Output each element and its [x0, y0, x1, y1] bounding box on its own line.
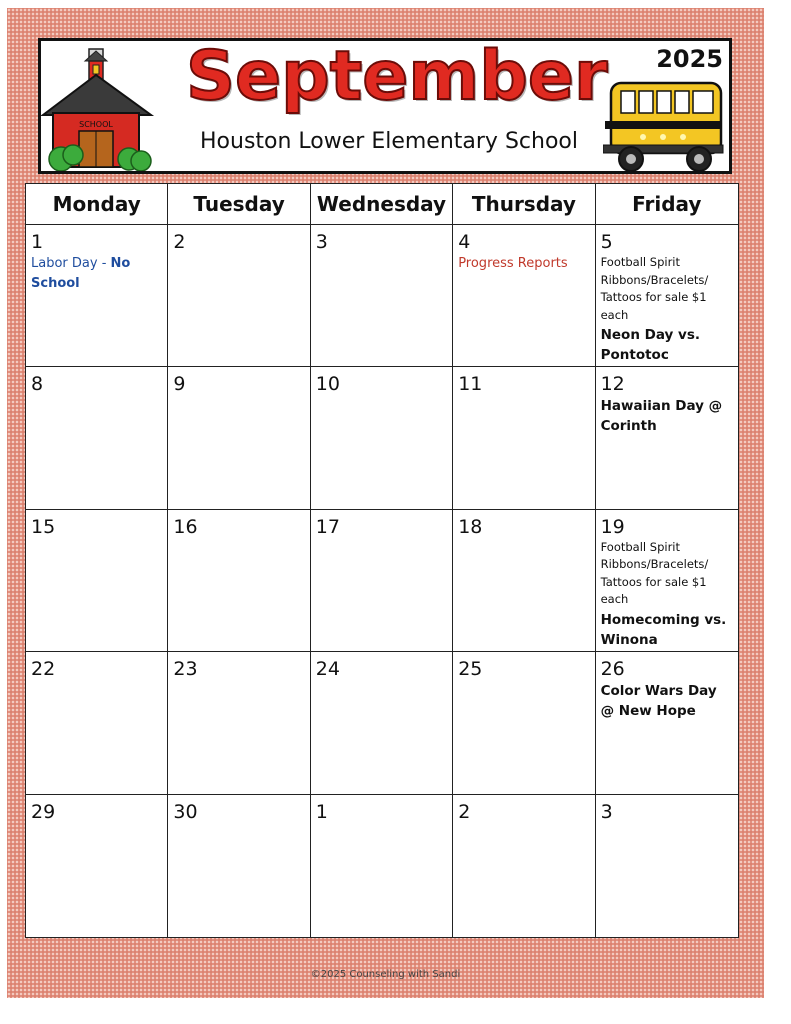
event-text: Progress Reports — [458, 256, 568, 271]
weekday-header-wednesday: Wednesday — [311, 184, 453, 225]
day-number: 17 — [315, 515, 340, 538]
day-cell — [311, 510, 453, 652]
copyright-footer: ©2025 Counseling with Sandi — [310, 969, 461, 980]
day-cell — [26, 367, 168, 509]
year-label: 2025 — [656, 45, 723, 73]
calendar-event — [601, 325, 733, 365]
day-number: 4 — [458, 231, 471, 253]
day-cell — [596, 652, 738, 794]
weekday-header-monday: Monday — [26, 184, 168, 225]
calendar-event — [458, 254, 589, 274]
day-cell — [596, 795, 738, 937]
day-number: 25 — [458, 658, 483, 681]
schoolhouse-icon — [41, 47, 159, 171]
event-text: Hawaiian Day @ Corinth — [600, 398, 723, 435]
day-number: 23 — [173, 658, 198, 681]
calendar-event — [601, 681, 733, 721]
day-cell — [453, 225, 595, 367]
day-cell — [311, 225, 453, 367]
day-cell — [168, 225, 310, 367]
calendar-event — [601, 610, 733, 650]
day-number: 3 — [600, 800, 613, 823]
event-bold-text: No School — [31, 256, 131, 291]
day-number: 1 — [31, 231, 44, 253]
day-cell — [596, 367, 738, 509]
school-bus-icon — [603, 79, 727, 175]
day-cell — [311, 652, 453, 794]
schoolhouse-sign: SCHOOL — [79, 120, 113, 129]
calendar-event — [31, 254, 162, 294]
day-number: 10 — [315, 373, 340, 396]
day-number: 11 — [458, 373, 483, 396]
day-cell — [26, 652, 168, 794]
day-number: 2 — [173, 231, 186, 253]
event-text: Color Wars Day @ New Hope — [600, 683, 717, 720]
day-cell — [26, 225, 168, 367]
day-cell — [168, 795, 310, 937]
month-title: September — [186, 37, 608, 116]
day-number: 18 — [458, 515, 483, 538]
day-number: 8 — [31, 373, 44, 396]
calendar-event — [601, 539, 733, 609]
calendar-event — [601, 254, 733, 324]
event-text: Labor Day - — [31, 256, 111, 271]
day-number: 24 — [315, 658, 340, 681]
day-number: 19 — [600, 515, 625, 538]
day-number: 3 — [315, 231, 328, 253]
day-cell — [311, 367, 453, 509]
day-number: 30 — [173, 800, 198, 823]
calendar-header — [38, 38, 732, 174]
event-text: Homecoming vs. Winona — [600, 611, 727, 648]
day-number: 22 — [31, 658, 56, 681]
event-text: Football Spirit Ribbons/Bracelets/ Tattoos for sale $1 each — [600, 539, 709, 607]
day-cell — [596, 225, 738, 367]
day-cell — [168, 652, 310, 794]
day-number: 15 — [31, 515, 56, 538]
event-text: Neon Day vs. Pontotoc — [600, 327, 700, 363]
day-cell — [168, 367, 310, 509]
day-cell — [453, 652, 595, 794]
day-cell — [26, 510, 168, 652]
weekday-header-friday: Friday — [596, 184, 738, 225]
day-number: 5 — [600, 231, 613, 253]
calendar-event — [601, 396, 733, 436]
day-number: 1 — [315, 800, 328, 823]
day-cell — [453, 795, 595, 937]
day-number: 16 — [173, 515, 198, 538]
school-name: Houston Lower Elementary School — [200, 129, 578, 154]
weekday-header-tuesday: Tuesday — [168, 184, 310, 225]
day-cell — [311, 795, 453, 937]
day-number: 2 — [458, 800, 471, 823]
day-cell — [453, 510, 595, 652]
day-cell — [596, 510, 738, 652]
event-text: Football Spirit Ribbons/Bracelets/ Tattoos for sale $1 each — [600, 255, 709, 322]
day-number: 29 — [31, 800, 56, 823]
weekday-header-thursday: Thursday — [453, 184, 595, 225]
day-cell — [453, 367, 595, 509]
day-cell — [26, 795, 168, 937]
day-number: 9 — [173, 373, 186, 396]
day-cell — [168, 510, 310, 652]
calendar-grid — [25, 183, 739, 938]
day-number: 26 — [600, 658, 625, 681]
day-number: 12 — [600, 373, 625, 396]
